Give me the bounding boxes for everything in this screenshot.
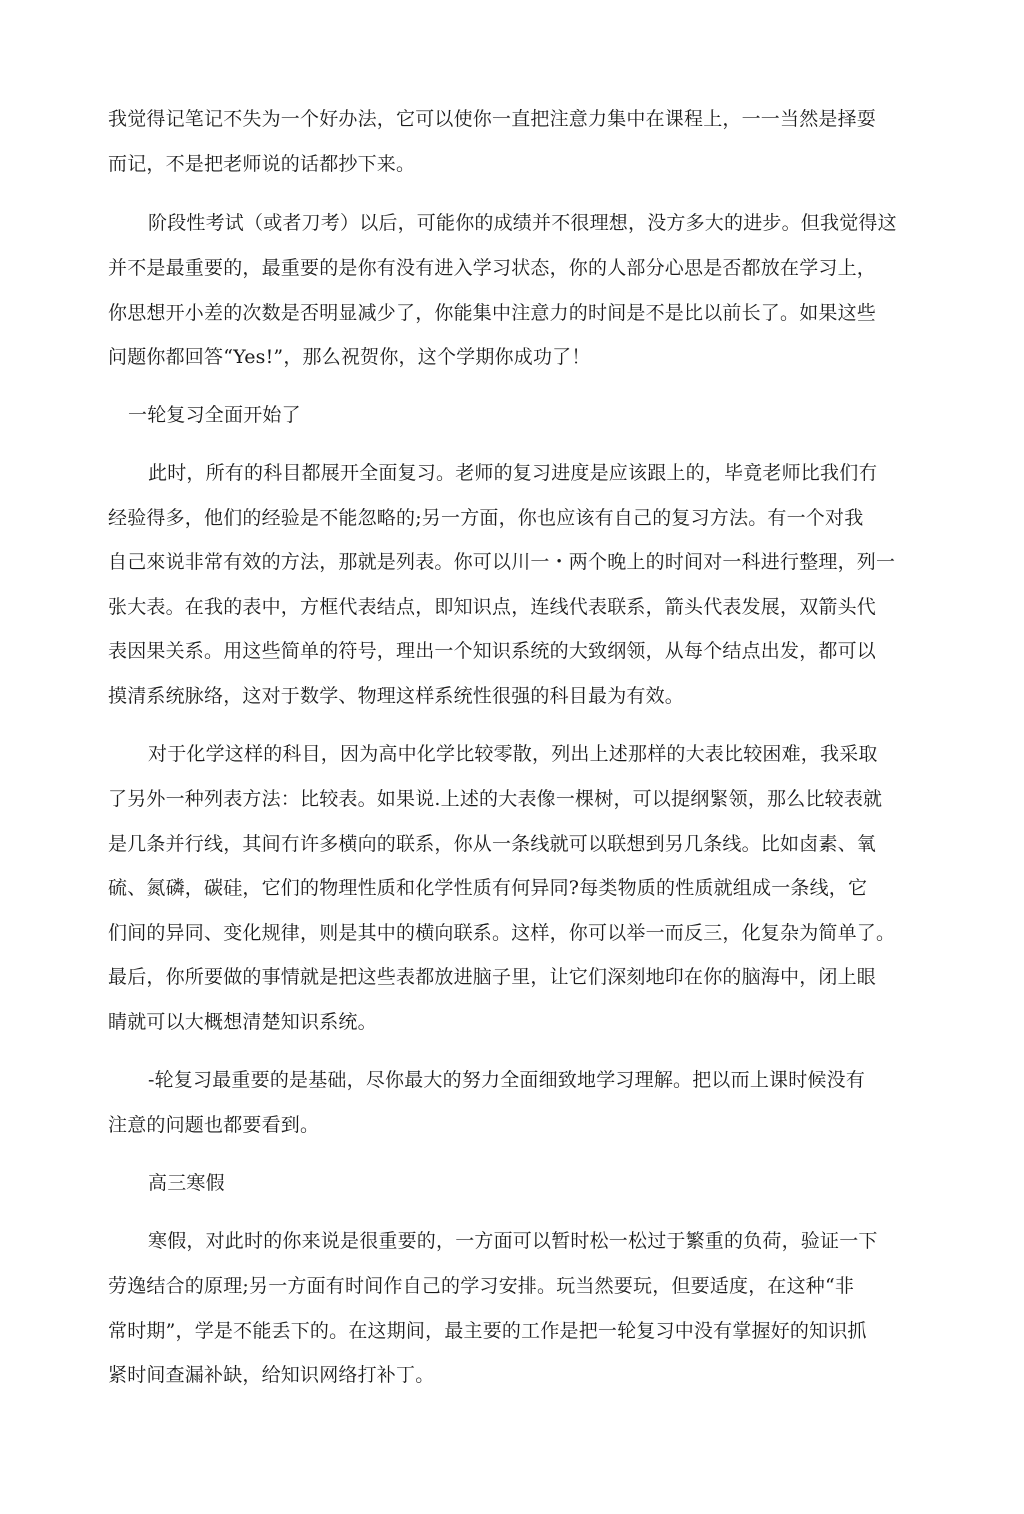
text-line: 我觉得记笔记不失为一个好办法，它可以使你一直把注意力集中在课程上，一一当然是择耍 xyxy=(108,108,877,130)
text-line: 常时期”，学是不能丢下的。在这期间，最主要的工作是把一轮复习中没有掌握好的知识抓 xyxy=(108,1320,867,1342)
text-line: 而记，不是把老师说的话都抄下来。 xyxy=(108,153,416,175)
text-line: 最后，你所要做的事情就是把这些表都放进脑子里，让它们深刻地印在你的脑海中，闭上眼 xyxy=(108,966,877,988)
text-line: 们间的异同、变化规律，则是其中的横向联系。这样，你可以举一而反三，化复杂为简单了。 xyxy=(108,922,896,944)
text-line: -轮复习最重要的是基础，尽你最大的努力全面细致地学习理解。把以而上课时候没有 xyxy=(148,1069,866,1091)
text-line: 张大表。在我的表中，方框代表结点，即知识点，连线代表联系，箭头代表发展，双箭头代 xyxy=(108,596,877,618)
text-line: 寒假，对此时的你来说是很重要的，一方面可以暂时松一松过于繁重的负荷，验证一下 xyxy=(148,1230,878,1252)
text-line: 注意的问题也都要看到。 xyxy=(108,1114,320,1136)
text-line: 经验得多，他们的经验是不能忽略的;另一方面，你也应该有自己的复习方法。有一个对我 xyxy=(108,507,864,529)
text-line: 了另外一种列表方法：比较表。如果说.上述的大表像一棵树，可以提纲緊领，那么比较表就 xyxy=(108,788,883,810)
text-line: 睛就可以大概想清楚知识系统。 xyxy=(108,1011,377,1033)
text-line: 紧时间查漏补缺，给知识网络打补丁。 xyxy=(108,1364,435,1386)
text-line: 摸清系统脉络，这对于数学、物理这样系统性很强的科目最为有效。 xyxy=(108,685,685,707)
text-line: 并不是最重要的，最重要的是你有没有进入学习状态，你的人部分心思是否都放在学习上， xyxy=(108,257,877,279)
section-heading: 高三寒假 xyxy=(148,1172,225,1194)
section-heading: 一轮复习全面开始了 xyxy=(128,404,301,426)
text-line: 劳逸结合的原理;另一方面有时间作自己的学习安排。玩当然要玩，但要适度，在这种“非 xyxy=(108,1275,855,1297)
text-line: 你思想开小差的次数是否明显减少了，你能集中注意力的时间是不是比以前长了。如果这些 xyxy=(108,302,877,324)
text-line: 对于化学这样的科目，因为高中化学比较零散，列出上述那样的大表比较困难，我采取 xyxy=(148,743,878,765)
text-line: 表因果关系。用这些简单的符号，理出一个知识系统的大致纲领，从每个结点出发，都可以 xyxy=(108,640,877,662)
text-line: 此时，所有的科目都展开全面复习。老师的复习进度是应该跟上的，毕竟老师比我们冇 xyxy=(148,462,878,484)
text-line: 阶段性考试（或者刀考）以后，可能你的成绩并不很理想，没方多大的进步。但我觉得这 xyxy=(148,212,897,234)
text-line: 硫、氮磷，碳硅，它们的物理性质和化学性质有何异同?每类物质的性质就组成一条线，它 xyxy=(108,877,868,899)
text-line: 自己來说非常有效的方法，那就是列表。你可以川一・两个晚上的时间对一科进行整理，列一 xyxy=(108,551,896,573)
text-line: 问题你都回答“Yes!”，那么祝贺你，这个学期你成功了！ xyxy=(108,346,591,368)
text-line: 是几条并行线，其间冇许多横向的联系，你从一条线就可以联想到另几条线。比如卤素、氧 xyxy=(108,833,877,855)
